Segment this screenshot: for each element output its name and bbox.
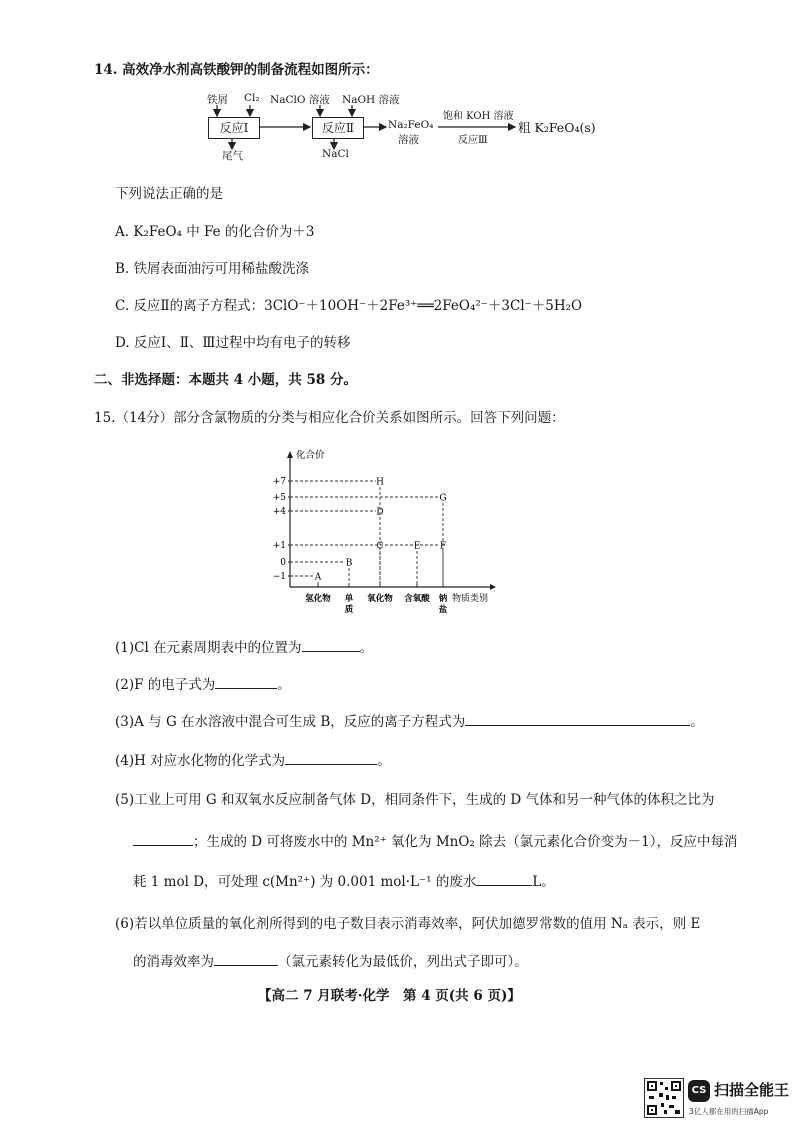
category-label: 单 xyxy=(344,594,354,604)
reaction-box-1: 反应Ⅰ xyxy=(208,117,260,139)
q15-part5-line3-text: 耗 1 mol D，可处理 c(Mn²⁺) 为 0.001 mol·L⁻¹ 的废水 xyxy=(133,874,477,890)
q14-flow-diagram xyxy=(0,0,800,170)
flow-input-cl2: Cl₂ xyxy=(244,92,260,104)
flow-arrow-koh-label: 饱和 KOH 溶液 xyxy=(443,111,514,122)
flow-output-tailgas: 尾气 xyxy=(222,150,243,162)
x-axis-label: 物质类别 xyxy=(452,594,489,604)
flow-input-naclo: NaClO 溶液 xyxy=(270,94,330,106)
point-label-B: B xyxy=(345,558,353,569)
q15-part5-line3-end: L。 xyxy=(532,874,555,890)
point-label-A: A xyxy=(314,572,322,583)
q15-part5-line3 xyxy=(133,870,555,890)
section-2-heading: 二、非选择题：本题共 4 小题，共 58 分。 xyxy=(94,372,357,388)
q14-stem: 下列说法正确的是 xyxy=(115,186,223,202)
flow-input-iron: 铁屑 xyxy=(207,94,228,106)
flow-product-na2feo4: Na₂FeO₄ xyxy=(388,119,434,131)
point-label-H: H xyxy=(376,477,384,488)
point-label-G: G xyxy=(439,493,447,504)
q15-part3-text: (3)A 与 G 在水溶液中混合可生成 B，反应的离子方程式为 xyxy=(115,714,466,730)
q15-part3-end: 。 xyxy=(690,714,704,730)
q14-option-a: A. K₂FeO₄ 中 Fe 的化合价为＋3 xyxy=(115,224,315,240)
reaction-box-2: 反应Ⅱ xyxy=(312,117,364,139)
q15-part6-line2-end: （氯元素转化为最低价，列出式子即可）。 xyxy=(278,954,528,970)
y-tick-label: 0 xyxy=(280,558,286,568)
q15-title: 15.（14分）部分含氯物质的分类与相应化合价关系如图所示。回答下列问题： xyxy=(94,410,565,426)
q15-part2-end: 。 xyxy=(277,677,291,693)
y-tick-label: +7 xyxy=(272,477,286,487)
q15-part2 xyxy=(115,673,291,693)
page-footer: 【高二 7 月联考·化学 第 4 页(共 6 页)】 xyxy=(258,988,521,1004)
q15-part5-line1: (5)工业上可用 G 和双氧水反应制备气体 D，相同条件下，生成的 D 气体和另一种气体的体积之比为 xyxy=(115,792,715,808)
q14-option-d: D. 反应Ⅰ、Ⅱ、Ⅲ过程中均有电子的转移 xyxy=(115,335,351,351)
q15-part6-line2 xyxy=(133,950,528,970)
q15-part6-line2-text: 的消毒效率为 xyxy=(133,954,214,970)
y-tick-label: +5 xyxy=(272,493,286,503)
q15-part5-blank-volume[interactable] xyxy=(476,873,532,886)
category-label: 钠 xyxy=(438,594,448,604)
q15-part2-text: (2)F 的电子式为 xyxy=(115,677,216,693)
q15-part1-blank[interactable] xyxy=(302,639,360,652)
category-label: 质 xyxy=(344,605,354,615)
category-label: 氧化物 xyxy=(367,594,393,604)
q15-part1-text: (1)Cl 在元素周期表中的位置为 xyxy=(115,640,302,656)
flow-input-naoh: NaOH 溶液 xyxy=(342,94,400,106)
watermark-tagline: 3亿人都在用的扫描App xyxy=(689,1107,769,1116)
y-tick-label: +1 xyxy=(272,541,286,551)
watermark-app-name: 扫描全能王 xyxy=(714,1081,790,1099)
q15-part2-blank[interactable] xyxy=(215,676,277,689)
q15-part6-line1: (6)若以单位质量的氧化剂所得到的电子数目表示消毒效率，阿伏加德罗常数的值用 Nₐ 表示，则 E xyxy=(115,916,701,932)
q15-part5-blank-ratio[interactable] xyxy=(133,833,193,846)
camscanner-logo: CS xyxy=(688,1080,710,1102)
q14-option-b: B. 铁屑表面油污可用稀盐酸洗涤 xyxy=(115,261,310,277)
flow-final-product: 粗 K₂FeO₄(s) xyxy=(518,120,596,135)
q15-part4-text: (4)H 对应水化物的化学式为 xyxy=(115,753,286,769)
x-axis-arrow xyxy=(490,584,496,590)
q15-part5-line2-text: ；生成的 D 可将废水中的 Mn²⁺ 氧化为 MnO₂ 除去（氯元素化合价变为－1），反应中每消 xyxy=(193,834,738,850)
y-axis-label: 化合价 xyxy=(296,450,325,461)
q15-part3 xyxy=(115,710,704,730)
q15-part4-blank[interactable] xyxy=(285,752,377,765)
flow-arrow-reaction3-label: 反应Ⅲ xyxy=(458,135,488,146)
q14-title: 14. 高效净水剂高铁酸钾的制备流程如图所示： xyxy=(94,62,379,78)
q15-part3-blank[interactable] xyxy=(465,713,690,726)
flow-output-nacl: NaCl xyxy=(322,148,349,160)
point-label-F: F xyxy=(439,541,447,552)
q15-part1 xyxy=(115,636,373,656)
category-label: 氢化物 xyxy=(305,594,331,604)
q15-part5-line2 xyxy=(133,830,737,850)
point-label-C: C xyxy=(376,541,384,552)
valence-chart xyxy=(260,444,510,619)
y-axis-arrow xyxy=(287,451,293,458)
y-tick-label: +4 xyxy=(272,507,286,517)
qr-code-icon xyxy=(644,1078,684,1118)
point-label-D: D xyxy=(376,507,384,518)
q15-part4-end: 。 xyxy=(377,753,391,769)
y-tick-label: −1 xyxy=(272,572,286,582)
category-label: 盐 xyxy=(438,605,448,615)
q15-part4 xyxy=(115,749,391,769)
flow-arrows xyxy=(0,0,800,170)
category-label: 含氧酸 xyxy=(404,594,430,604)
q14-option-c: C. 反应Ⅱ的离子方程式：3ClO⁻＋10OH⁻＋2Fe³⁺══2FeO₄²⁻＋3Cl⁻＋5H₂O xyxy=(115,298,583,314)
point-label-E: E xyxy=(413,541,421,552)
q15-part6-blank[interactable] xyxy=(214,953,278,966)
q15-part1-end: 。 xyxy=(359,640,374,656)
flow-product-solution: 溶液 xyxy=(398,134,419,146)
